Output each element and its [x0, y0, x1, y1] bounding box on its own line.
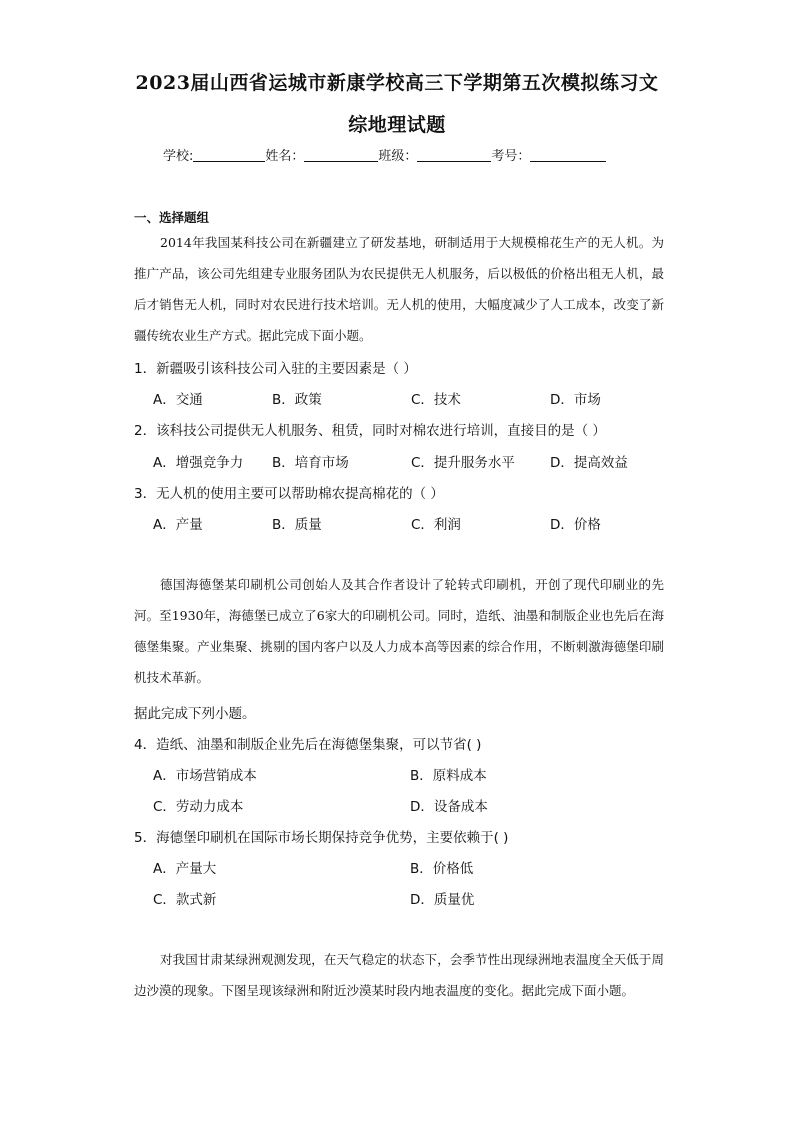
q1-option-d: D．市场: [550, 392, 601, 408]
q4-option-d: D．设备成本: [410, 799, 488, 815]
group2-passage: 德国海德堡某印刷机公司创始人及其合作者设计了轮转式印刷机，开创了现代印刷业的先河。至1930年，海德堡已成立了6家大的印刷机公司。同时，造纸、油墨和制版企业也先后在海德堡集聚。产业集聚、挑剔的国内客户以及人力成本高等因素的综合作用，不断刺激海德堡印刷机技术革新。: [134, 577, 664, 685]
class-label: 班级：: [378, 149, 418, 164]
class-blank: [417, 148, 491, 162]
section-title: 一、选择题组: [134, 210, 210, 225]
q1-option-c: C．技术: [411, 392, 461, 408]
q1-option-a: A．交通: [153, 392, 203, 408]
question-3-stem: 3．无人机的使用主要可以帮助棉农提高棉花的（ ）: [134, 486, 444, 502]
q4-option-c: C．劳动力成本: [153, 799, 244, 815]
student-info-line: [163, 145, 606, 164]
q2-option-b: B．培育市场: [272, 455, 349, 471]
group1-passage: 2014年我国某科技公司在新疆建立了研发基地，研制适用于大规模棉花生产的无人机。为推广产品，该公司先组建专业服务团队为农民提供无人机服务，后以极低的价格出租无人机，最后才销售无人机，同时对农民进行技术培训。无人机的使用，大幅度减少了人工成本，改变了新疆传统农业生产方式。据此完成下面小题。: [134, 235, 664, 343]
q3-option-b: B．质量: [272, 517, 322, 533]
name-label: 姓名：: [265, 149, 305, 164]
name-blank: [304, 148, 378, 162]
q1-option-b: B．政策: [272, 392, 322, 408]
q2-option-d: D．提高效益: [550, 455, 628, 471]
q3-option-c: C．利润: [411, 517, 461, 533]
number-blank: [530, 148, 606, 162]
exam-title-line1: 2023届山西省运城市新康学校高三下学期第五次模拟练习文: [135, 72, 659, 94]
group3-passage: 对我国甘肃某绿洲观测发现，在天气稳定的状态下，会季节性出现绿洲地表温度全天低于周边沙漠的现象。下图呈现该绿洲和附近沙漠某时段内地表温度的变化。据此完成下面小题。: [134, 952, 664, 998]
question-4-stem: 4．造纸、油墨和制版企业先后在海德堡集聚，可以节省( ): [134, 737, 482, 753]
question-5-stem: 5．海德堡印刷机在国际市场长期保持竞争优势，主要依赖于( ): [134, 830, 509, 846]
q5-option-d: D．质量优: [410, 892, 475, 908]
question-1-stem: 1．新疆吸引该科技公司入驻的主要因素是（ ）: [134, 361, 417, 377]
group2-lead: 据此完成下列小题。: [134, 706, 256, 722]
q5-option-b: B．价格低: [410, 861, 474, 877]
q5-option-c: C．款式新: [153, 892, 217, 908]
q3-option-a: A．产量: [153, 517, 203, 533]
q5-option-a: A．产量大: [153, 861, 217, 877]
school-blank: [193, 148, 265, 162]
exam-title-line2: 综地理试题: [348, 114, 446, 136]
q4-option-a: A．市场营销成本: [153, 768, 257, 784]
number-label: 考号：: [491, 149, 531, 164]
q4-option-b: B．原料成本: [410, 768, 487, 784]
q2-option-a: A．增强竞争力: [153, 455, 244, 471]
q3-option-d: D．价格: [550, 517, 601, 533]
question-2-stem: 2．该科技公司提供无人机服务、租赁，同时对棉农进行培训，直接目的是（ ）: [134, 423, 606, 439]
q2-option-c: C．提升服务水平: [411, 455, 515, 471]
school-label: 学校:: [163, 149, 194, 164]
